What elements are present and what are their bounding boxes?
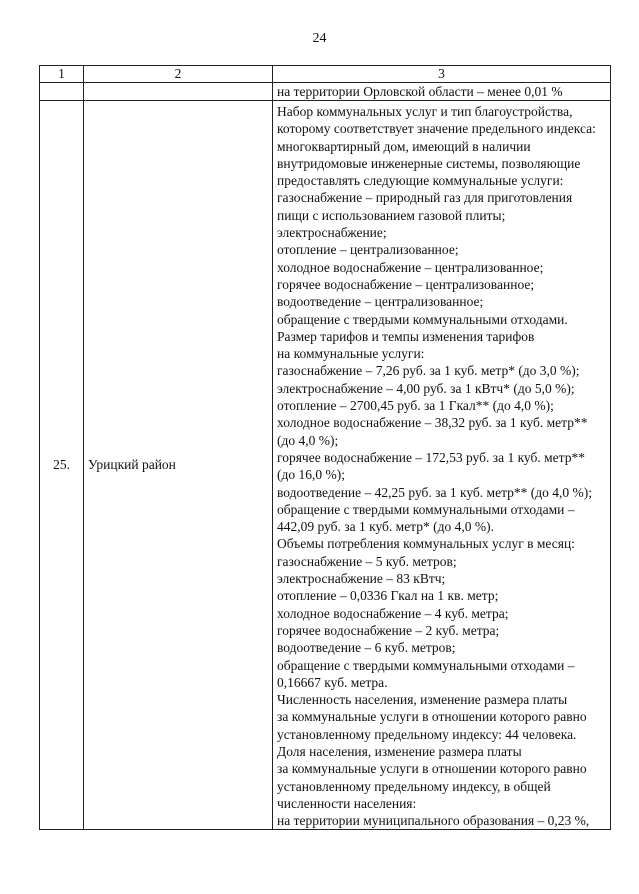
continuation-cell xyxy=(273,83,611,101)
description-line: Объемы потребления коммунальных услуг в месяц: xyxy=(277,536,575,552)
description-line: которому соответствует значение предельного индекса: xyxy=(277,121,596,137)
description-line: газоснабжение – природный газ для приготовления xyxy=(277,190,573,206)
description-line: (до 4,0 %); xyxy=(277,432,339,448)
continuation-text: на территории Орловской области – менее 0,01 % xyxy=(277,84,563,99)
district-name: Урицкий район xyxy=(84,101,273,830)
header-cell-2: 2 xyxy=(84,66,273,83)
description-line: 442,09 руб. за 1 куб. метр* (до 4,0 %). xyxy=(277,519,494,535)
description-line: Численность населения, изменение размера платы xyxy=(277,692,568,708)
description-line: электроснабжение – 4,00 руб. за 1 кВтч* (до 5,0 %); xyxy=(277,380,575,396)
description-line: на территории муниципального образования – 0,23 %, xyxy=(277,813,590,829)
description-line: обращение с твердыми коммунальными отходами. xyxy=(277,311,568,327)
description-line: численности населения: xyxy=(277,795,417,811)
table-row xyxy=(40,101,611,830)
row-number: 25. xyxy=(40,101,84,830)
description-line: холодное водоснабжение – централизованное; xyxy=(277,259,544,275)
description-line: Доля населения, изменение размера платы xyxy=(277,743,522,759)
description-line: предоставлять следующие коммунальные услуги: xyxy=(277,173,564,189)
description-line: на коммунальные услуги: xyxy=(277,346,425,362)
description-line: установленному предельному индексу, в общей xyxy=(277,778,551,794)
document-table xyxy=(39,65,611,830)
description-line: 0,16667 куб. метра. xyxy=(277,674,388,690)
continuation-row xyxy=(40,83,611,101)
description-line: отопление – 0,0336 Гкал на 1 кв. метр; xyxy=(277,588,499,604)
description-line: горячее водоснабжение – централизованное; xyxy=(277,276,535,292)
description-cell xyxy=(273,101,611,830)
description-line: (до 16,0 %); xyxy=(277,467,345,483)
header-cell-3: 3 xyxy=(273,66,611,83)
description-line: водоотведение – централизованное; xyxy=(277,294,484,310)
table-header-row xyxy=(40,66,611,83)
description-line: водоотведение – 6 куб. метров; xyxy=(277,640,456,656)
description-line: установленному предельному индексу: 44 человека. xyxy=(277,726,577,742)
description-line: многоквартирный дом, имеющий в наличии xyxy=(277,138,531,154)
description-line: Размер тарифов и темпы изменения тарифов xyxy=(277,328,535,344)
header-cell-1: 1 xyxy=(40,66,84,83)
description-line: холодное водоснабжение – 38,32 руб. за 1 куб. метр** xyxy=(277,415,588,431)
description-line: газоснабжение – 5 куб. метров; xyxy=(277,553,457,569)
description-lines xyxy=(273,101,610,829)
continuation-empty-cell-1 xyxy=(40,83,84,101)
description-line: газоснабжение – 7,26 руб. за 1 куб. метр* (до 3,0 %); xyxy=(277,363,580,379)
description-line: за коммунальные услуги в отношении которого равно xyxy=(277,761,587,777)
description-line: водоотведение – 42,25 руб. за 1 куб. метр** (до 4,0 %); xyxy=(277,484,592,500)
description-line: горячее водоснабжение – 172,53 руб. за 1 куб. метр** xyxy=(277,449,585,465)
description-line: пищи с использованием газовой плиты; xyxy=(277,207,506,223)
page-number: 24 xyxy=(312,31,327,46)
description-line: обращение с твердыми коммунальными отходами – xyxy=(277,657,575,673)
description-line: горячее водоснабжение – 2 куб. метра; xyxy=(277,622,500,638)
description-line: электроснабжение – 83 кВтч; xyxy=(277,571,446,587)
description-line: отопление – 2700,45 руб. за 1 Гкал** (до 4,0 %); xyxy=(277,398,554,414)
description-line: внутридомовые инженерные системы, позволяющие xyxy=(277,155,581,171)
description-line: электроснабжение; xyxy=(277,225,387,241)
description-line: за коммунальные услуги в отношении которого равно xyxy=(277,709,587,725)
continuation-empty-cell-2 xyxy=(84,83,273,101)
description-line: холодное водоснабжение – 4 куб. метра; xyxy=(277,605,509,621)
description-line: Набор коммунальных услуг и тип благоустройства, xyxy=(277,104,573,119)
description-line: обращение с твердыми коммунальными отходами – xyxy=(277,501,575,517)
description-line: отопление – централизованное; xyxy=(277,242,459,258)
